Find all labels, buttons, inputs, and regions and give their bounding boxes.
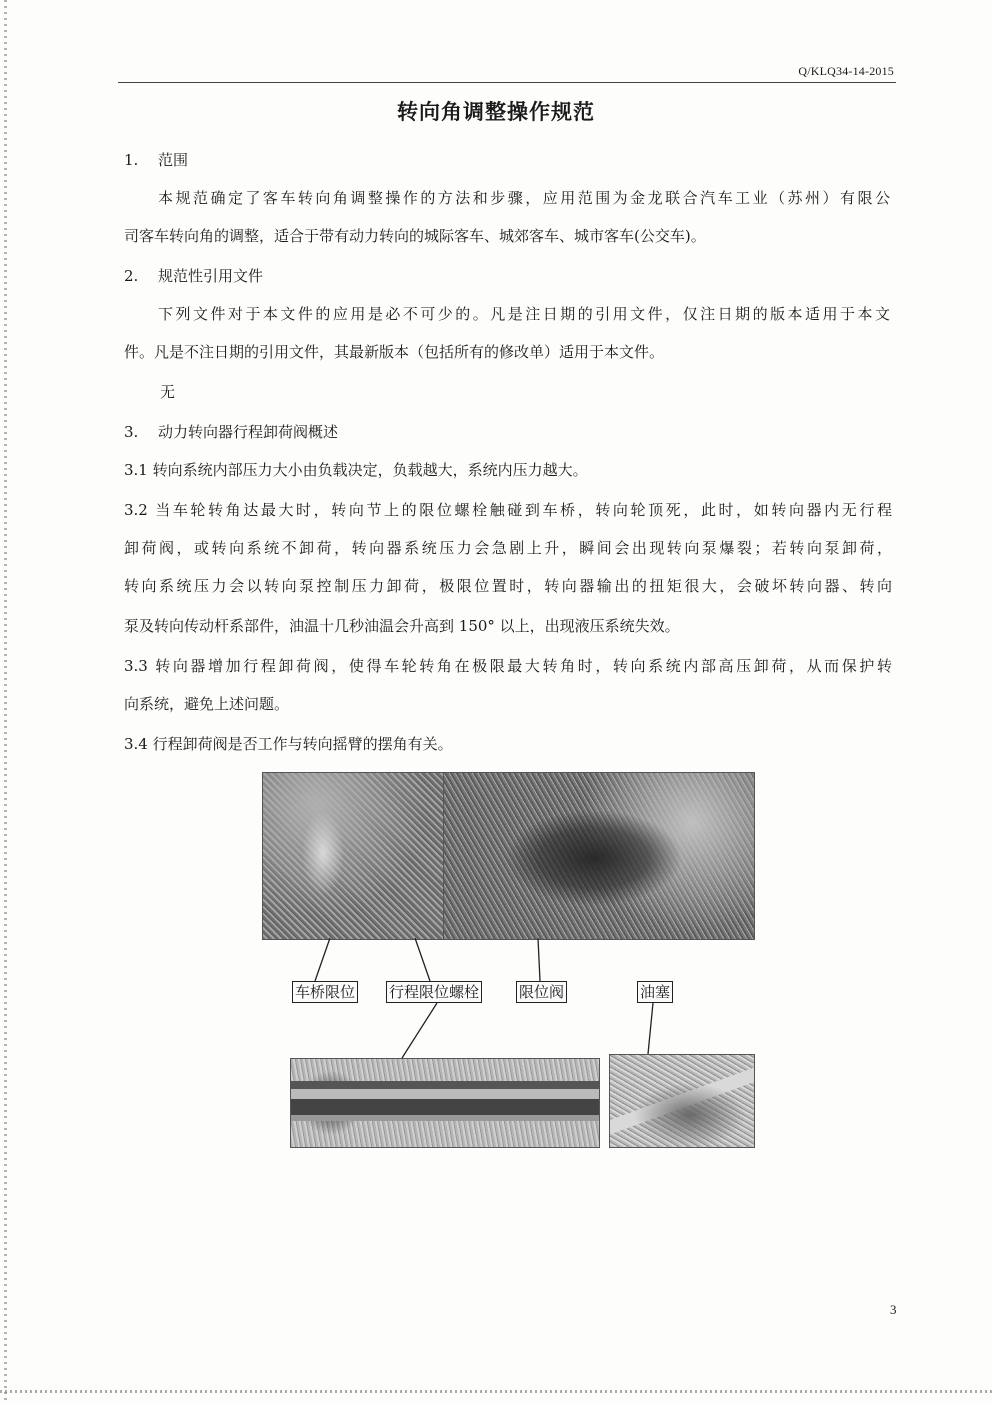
section-title: 范围 [158, 151, 189, 169]
figure-label: 行程限位螺栓 [386, 981, 482, 1003]
paragraph-3-3-line: 向系统，避免上述问题。 [124, 695, 290, 713]
paragraph-line: 件。凡是不注日期的引用文件，其最新版本（包括所有的修改单）适用于本文件。 [124, 343, 665, 361]
paragraph-3-4: 3.4 行程卸荷阀是否工作与转向摇臂的摆角有关。 [124, 735, 453, 753]
section-number: 1. [124, 151, 139, 169]
leader-line [402, 1003, 437, 1058]
section-title: 规范性引用文件 [158, 267, 264, 285]
paragraph-3-2-line: 卸荷阀，或转向系统不卸荷，转向器系统压力会急剧上升，瞬间会出现转向泵爆裂；若转向泵卸荷， [124, 539, 892, 557]
paragraph-line: 下列文件对于本文件的应用是必不可少的。凡是注日期的引用文件，仅注日期的版本适用于本文 [158, 305, 890, 323]
page-number: 3 [890, 1302, 897, 1317]
page-title: 转向角调整操作规范 [397, 99, 595, 124]
figure-label: 车桥限位 [292, 981, 358, 1003]
paragraph-3-2-line: 泵及转向传动杆系部件，油温十几秒油温会升高到 150° 以上，出现液压系统失效。 [124, 617, 680, 635]
paragraph-line: 本规范确定了客车转向角调整操作的方法和步骤，应用范围为金龙联合汽车工业（苏州）有限公 [158, 189, 890, 207]
leader-line [648, 1003, 653, 1054]
none-entry: 无 [160, 383, 176, 401]
paragraph-3-3-line: 3.3 转向器增加行程卸荷阀，使得车轮转角在极限最大转角时，转向系统内部高压卸荷，从而保护转 [124, 657, 892, 675]
leader-line [538, 938, 540, 981]
paragraph-3-2-line: 3.2 当车轮转角达最大时，转向节上的限位螺栓触碰到车桥，转向轮顶死，此时，如转向器内无行程 [124, 501, 892, 519]
paragraph-line: 司客车转向角的调整，适合于带有动力转向的城际客车、城郊客车、城市客车(公交车)。 [124, 227, 706, 245]
document-code: Q/KLQ34-14-2015 [798, 64, 894, 78]
leader-line [415, 938, 430, 981]
section-number: 3. [124, 423, 139, 441]
figure-label: 油塞 [637, 981, 673, 1003]
section-number: 2. [124, 267, 139, 285]
section-title: 动力转向器行程卸荷阀概述 [158, 423, 339, 441]
leader-line [315, 938, 330, 981]
paragraph-3-1: 3.1 转向系统内部压力大小由负载决定，负载越大，系统内压力越大。 [124, 461, 588, 479]
figure-label: 限位阀 [516, 981, 567, 1003]
paragraph-3-2-line: 转向系统压力会以转向泵控制压力卸荷，极限位置时，转向器输出的扭矩很大，会破坏转向器、转向 [124, 577, 892, 595]
